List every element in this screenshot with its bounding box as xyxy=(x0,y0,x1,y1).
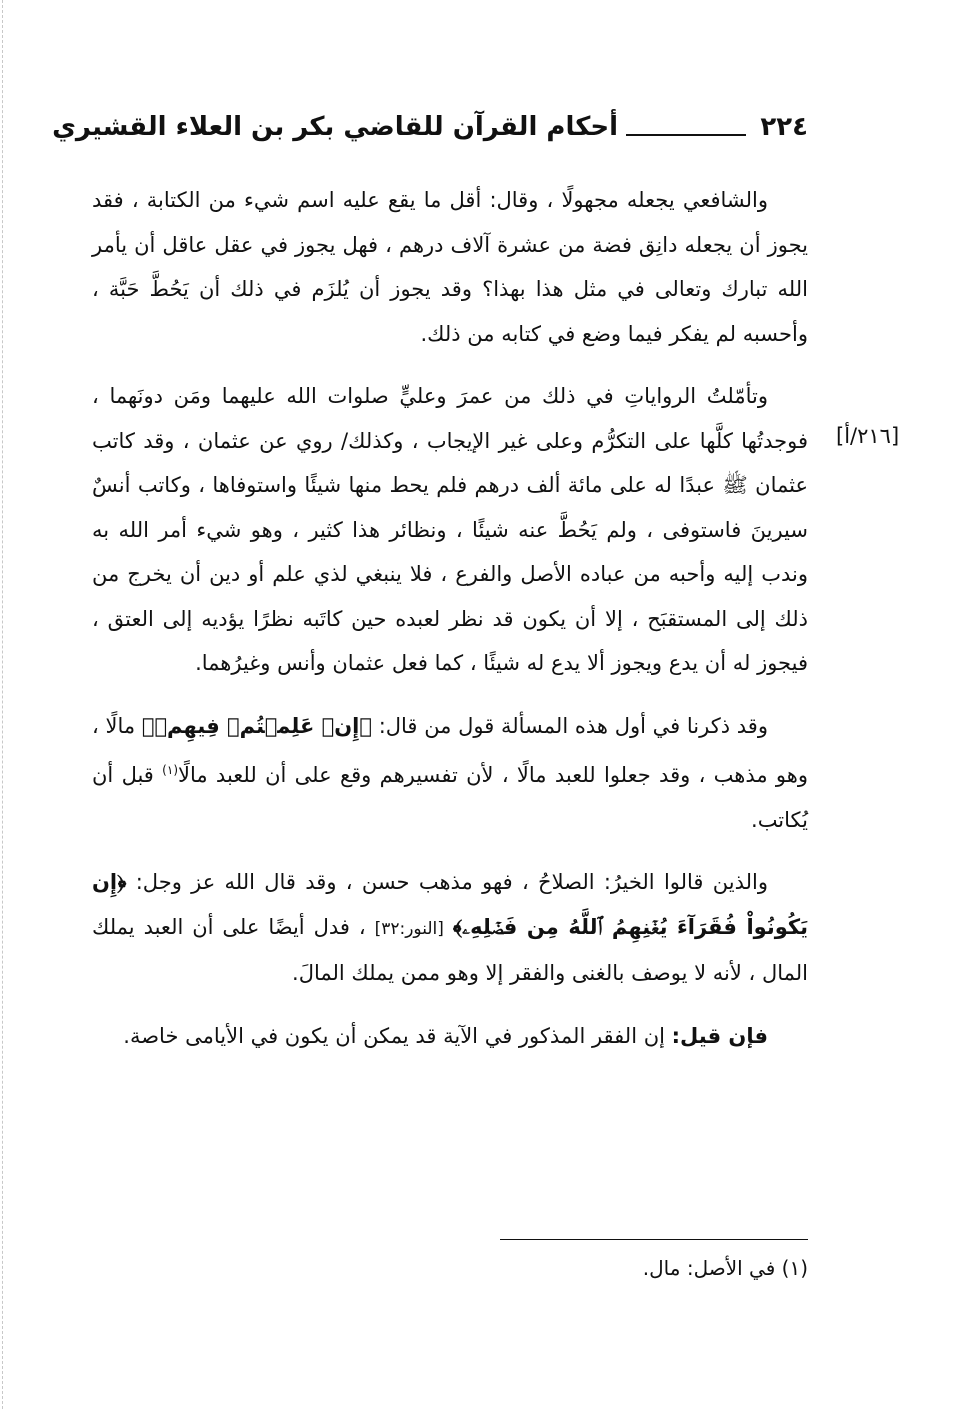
page-header xyxy=(52,112,808,156)
page-number: ٢٢٤ xyxy=(760,112,808,142)
manuscript-folio-note: [٢١٦/أ] xyxy=(836,424,900,448)
footnote-separator xyxy=(500,1239,808,1240)
paragraph-3-text-b: مالًا ، وهو مذهب ، وقد جعلوا للعبد مالًا ، لأن تفسيرهم وقع على أن للعبد مالًا xyxy=(92,713,808,787)
header-rule xyxy=(626,134,746,136)
paragraph-2: وتأمّلتُ الرواياتِ في ذلك من عمرَ وعليٍّ صلوات الله عليهما ومَن دونَهما ، فوجدتُها كلَّها على التكرُّم وعلى غير الإيجاب ، وكذلك/ روي عن عثمان ، وقد كاتب عثمان ﷺ عبدًا له على مائة ألف درهم فلم يحط منها شيئًا واستوفاها ، وكاتب أنسٌ سيرينَ فاستوفى ، ولم يَحُطَّ عنه شيئًا ، ونظائر هذا كثير ، وهو شيء أمر الله به وندب إليه وأحبه من عباده الأصل والفرع ، فلا ينبغي لذي علم أو دين أن يخرج من ذلك إلى المستقبَح ، إلا أن يكون قد نظر لعبده حين كاتَبه نظرًا يؤديه إلى العتق ، فيجوز له أن يدع ويجوز ألا يدع له شيئًا ، كما فعل عثمان وأنس وغيرُهما. xyxy=(92,384,808,675)
footnote-1: (١) في الأصل: مال. xyxy=(642,1256,808,1280)
scan-edge-marks xyxy=(2,0,13,1409)
paragraph-4-text-b: ، فدل أيضًا على أن العبد يملك المال ، لأنه لا يوصف بالغنى والفقر إلا وهو ممن يملك المالَ. xyxy=(92,914,808,985)
verse-citation: [النور:٣٢] xyxy=(374,918,444,939)
paragraph-3 xyxy=(92,704,808,843)
paragraph-4 xyxy=(92,860,808,996)
footnote-ref[interactable]: (١) xyxy=(162,763,178,777)
running-title: أحكام القرآن للقاضي بكر بن العلاء القشيري xyxy=(52,112,618,142)
paragraph-5 xyxy=(92,1014,808,1059)
paragraph-1: والشافعي يجعله مجهولًا ، وقال: أقل ما يقع عليه اسم شيء من الكتابة ، فقد يجوز أن يجعله دانِق فضة من عشرة آلاف درهم ، فهل يجوز في عقل عاقل أن يأمر الله تبارك وتعالى في مثل هذا بهذا؟ وقد يجوز أن يُلزَم في ذلك أن يَحُطَّ حَبَّة ، وأحسبه لم يفكر فيما وضع في كتابه من ذلك. xyxy=(92,188,808,346)
main-text xyxy=(92,178,808,1076)
paragraph-4-text-a: والذين قالوا الخيرُ: الصلاحُ ، فهو مذهب حسن ، وقد قال الله عز وجل: xyxy=(135,870,768,894)
paragraph-3-text-a: وقد ذكرنا في أول هذه المسألة قول من قال: xyxy=(378,713,768,738)
paragraph-3-text-c: قبل أن يُكاتب. xyxy=(92,763,808,832)
quran-quote-1: ﴿إِنۡ عَلِمۡتُمۡ فِيهِمۡ﴾ xyxy=(141,713,372,738)
paragraph-5-text: إن الفقر المذكور في الآية قد يمكن أن يكون في الأيامى خاصة. xyxy=(123,1023,665,1048)
objection-lead: فإن قيل: xyxy=(671,1023,768,1048)
quran-quote-2: ﴿إِن يَكُونُواْ فُقَرَآءَ يُغۡنِهِمُ ٱللَّهُ مِن فَضۡلِهِۦ﴾ xyxy=(92,870,809,939)
